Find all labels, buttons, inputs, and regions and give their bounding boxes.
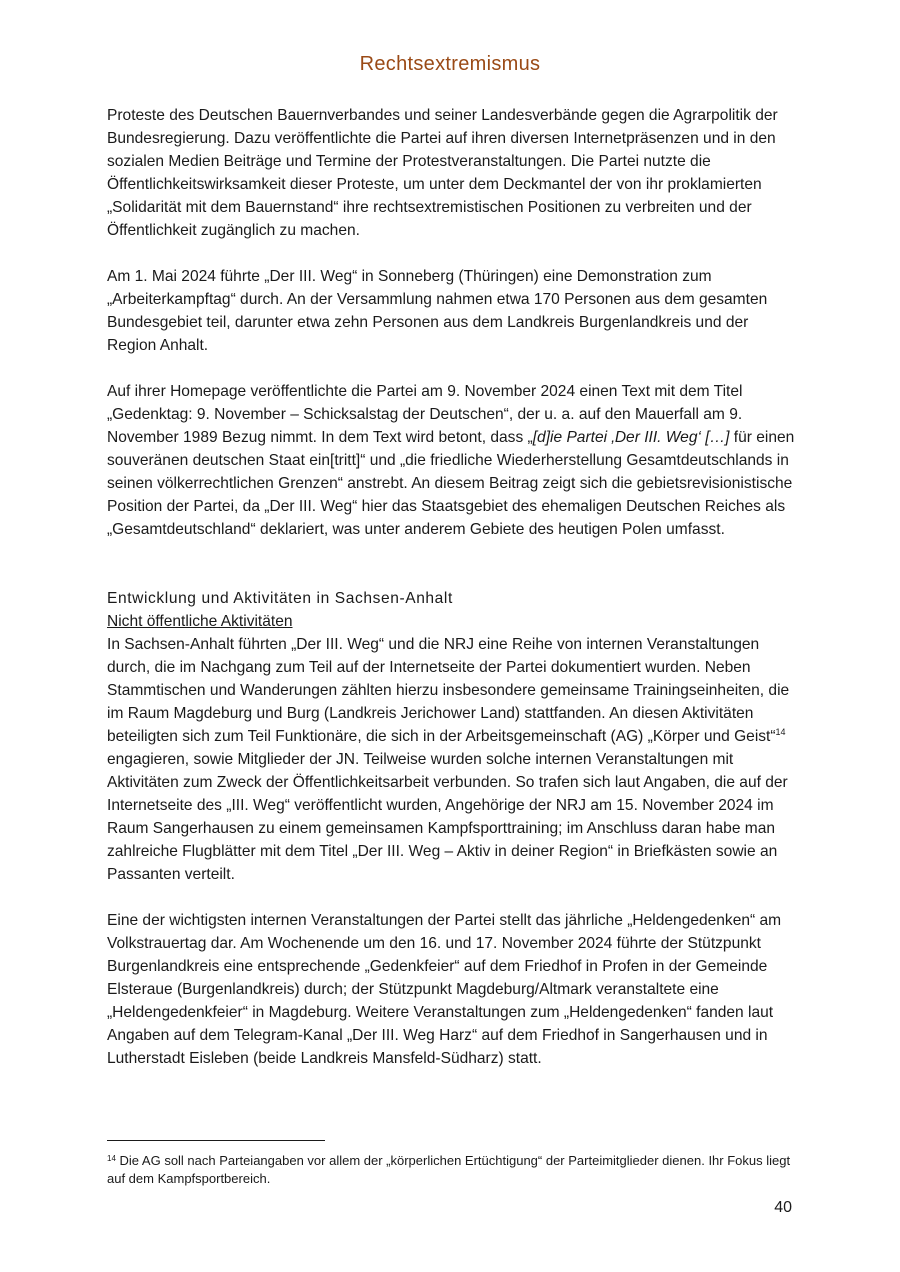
paragraph-gedenktag [107,380,797,541]
paragraph-interne-part-b: engagieren, sowie Mitglieder der JN. Teilweise wurden solche internen Veranstaltungen mit Aktivitäten zum Zweck der Öffentlichkeitsarbeit verbunden. So trafen sich laut Angaben, die auf der Internetseite des „III. Weg“ veröffentlicht wurden, Angehörige der NRJ am 15. November 2024 im Raum Sangerhausen zu einem gemeinsamen Kampfsporttraining; im Anschluss daran habe man zahlreiche Flugblätter mit dem Titel „Der III. Weg – Aktiv in deiner Region“ in Briefkästen sowie an Passanten verteilt. [107,751,788,883]
paragraph-interne-veranstaltungen [107,633,797,886]
section-heading: Entwicklung und Aktivitäten in Sachsen-Anhalt [107,590,453,607]
footnote-reference[interactable]: 14 [775,727,786,737]
paragraph-heldengedenken: Eine der wichtigsten internen Veranstaltungen der Partei stellt das jährliche „Heldengedenken“ am Volkstrauertag dar. Am Wochenende um den 16. und 17. November 2024 führte der Stützpunkt Burgenlandkreis eine entsprechende „Gedenkfeier“ auf dem Friedhof in Profen in der Gemeinde Elsteraue (Burgenlandkreis) durch; der Stützpunkt Magdeburg/Altmark veranstaltete eine „Heldengedenkfeier“ in Magdeburg. Weitere Veranstaltungen zum „Heldengedenken“ fanden laut Angaben auf dem Telegram-Kanal „Der III. Weg Harz“ auf dem Friedhof in Sangerhausen und in Lutherstadt Eisleben (beide Landkreis Mansfeld-Südharz) statt. [107,912,782,1067]
paragraph-interne-part-a: In Sachsen-Anhalt führten „Der III. Weg“ und die NRJ eine Reihe von internen Veranstaltungen durch, die im Nachgang zum Teil auf der Internetseite der Partei dokumentiert wurden. Neben Stammtischen und Wanderungen zählten hierzu insbesondere gemeinsame Trainingseinheiten, die im Raum Magdeburg und Burg (Landkreis Jerichower Land) stattfanden. An diesen Aktivitäten beteiligten sich zum Teil Funktionäre, die sich in der Arbeitsgemeinschaft (AG) „Körper und Geist“ [107,636,790,745]
footnote-text: Die AG soll nach Parteiangaben vor allem der „körperlichen Ertüchtigung“ der Parteimitglieder dienen. Ihr Fokus liegt auf dem Kampfsportbereich. [107,1153,791,1186]
page-title: Rechtsextremismus [359,53,541,75]
paragraph-bauernproteste: Proteste des Deutschen Bauernverbandes und seiner Landesverbände gegen die Agrarpolitik der Bundesregierung. Dazu veröffentlichte die Partei auf ihren diversen Internetpräsenzen und in den sozialen Medien Beiträge und Termine der Protestveranstaltungen. Die Partei nutzte die Öffentlichkeitswirksamkeit dieser Proteste, um unter dem Deckmantel der von ihr proklamierten „Solidarität mit dem Bauernstand“ ihre rechtsextremistischen Positionen zu verbreiten und der Öffentlichkeit zugänglich zu machen. [107,107,778,239]
main-content [107,104,797,1070]
paragraph-gedenktag-part-a: Auf ihrer Homepage veröffentlichte die Partei am 9. November 2024 einen Text mit dem Titel „Gedenktag: 9. November – Schicksalstag der Deutschen“, der u. a. auf den Mauerfall am 9. November 1989 Bezug nimmt. In dem Text wird betont, dass „ [107,383,743,446]
footnote-number: 14 [107,1154,116,1163]
footnote [107,1152,797,1188]
quote-italic: [d]ie Partei ‚Der III. Weg‘ […] [532,429,730,446]
footnote-divider [107,1140,325,1141]
paragraph-gedenktag-part-b: für einen souveränen deutschen Staat ein[tritt]“ und „die friedliche Wiederherstellung Gesamtdeutschlands in seinen völkerrechtlichen Grenzen“ anstrebt. An diesem Beitrag zeigt sich die gebietsrevisionistische Position der Partei, da „Der III. Weg“ hier das Staatsgebiet des ehemaligen Deutschen Reiches als „Gesamtdeutschland“ deklariert, was unter anderem Gebiete des heutigen Polen umfasst. [107,429,795,538]
paragraph-arbeiterkampftag: Am 1. Mai 2024 führte „Der III. Weg“ in Sonneberg (Thüringen) eine Demonstration zum „Arbeiterkampftag“ durch. An der Versammlung nahmen etwa 170 Personen aus dem gesamten Bundesgebiet teil, darunter etwa zehn Personen aus dem Landkreis Burgenlandkreis und der Region Anhalt. [107,268,768,354]
page-number: 40 [774,1199,792,1216]
sub-heading: Nicht öffentliche Aktivitäten [107,613,293,630]
